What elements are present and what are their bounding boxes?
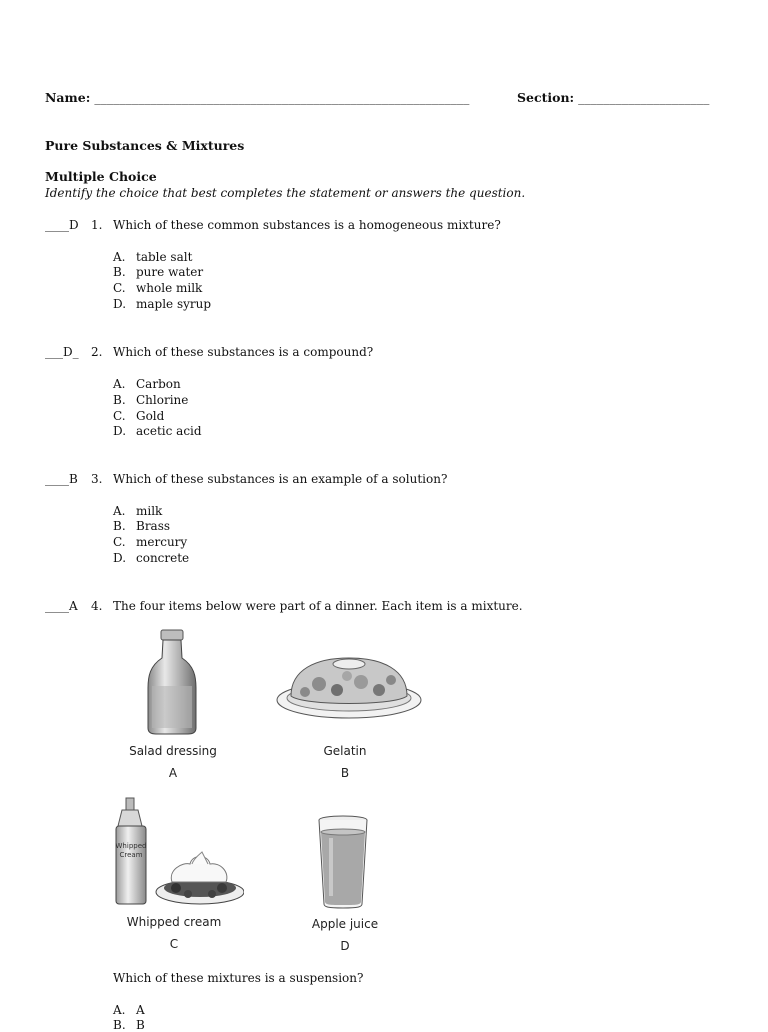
name-line[interactable]: ____________________________________________________________ [94,90,470,105]
question-text: Which of these common substances is a homogeneous mixture? [113,218,501,232]
figure-a-name: Salad dressing [129,744,217,758]
figure-d-letter: D [340,939,350,953]
question-number: 4. [91,599,103,613]
choice-1d: D. maple syrup [113,297,212,311]
section-title: Multiple Choice [45,169,157,184]
figure-d-name: Apple juice [311,917,379,931]
question-2 [45,345,373,359]
section-line[interactable]: _____________________ [578,90,710,105]
choice-2a: A. Carbon [113,377,181,391]
page-title: Pure Substances & Mixtures [45,138,245,153]
question-3 [45,472,447,486]
answer-blank[interactable]: ___D_ [45,345,79,359]
gelatin-mold-image [275,652,423,722]
choice-3d: D. concrete [113,551,190,565]
choice-1b: B. pure water [113,265,204,279]
choice-3b: B. Brass [113,519,171,533]
figure-c-name: Whipped cream [126,915,222,929]
figure-b-letter: B [340,766,350,780]
name-label: Name: [45,90,91,105]
question-number: 3. [91,472,103,486]
svg-text:Cream: Cream [119,851,143,859]
answer-blank[interactable]: ____B [45,472,78,486]
choice-3a: A. milk [113,504,163,518]
question-1 [45,218,501,232]
question-text: Which of these substances is an example of a solution? [113,472,448,486]
name-field [45,90,469,105]
question-4 [45,599,523,613]
choice-2b: B. Chlorine [113,393,189,407]
choice-1c: C. whole milk [113,281,203,295]
instructions: Identify the choice that best completes the statement or answers the question. [45,186,526,200]
whipped-cream-image [110,796,244,910]
choice-2c: C. Gold [113,409,165,423]
figure-a-letter: A [168,766,178,780]
question-4-followup: Which of these mixtures is a suspension? [113,971,364,985]
choice-2d: D. acetic acid [113,424,202,438]
figure-c-letter: C [169,937,179,951]
section-field [517,90,709,105]
figure-b-name: Gelatin [323,744,367,758]
svg-text:Whipped: Whipped [115,842,147,850]
choice-1a: A. table salt [113,250,193,264]
section-label: Section: [517,90,575,105]
salad-dressing-bottle-image [138,628,208,736]
choice-4a: A. A [113,1003,145,1017]
choice-3c: C. mercury [113,535,188,549]
choice-4b: B. B [113,1018,145,1032]
question-number: 1. [91,218,103,232]
question-text: The four items below were part of a dinner. Each item is a mixture. [113,599,523,613]
question-text: Which of these substances is a compound? [113,345,374,359]
answer-blank[interactable]: ____D [45,218,79,232]
apple-juice-glass-image [314,814,372,910]
answer-blank[interactable]: ____A [45,599,78,613]
question-number: 2. [91,345,103,359]
